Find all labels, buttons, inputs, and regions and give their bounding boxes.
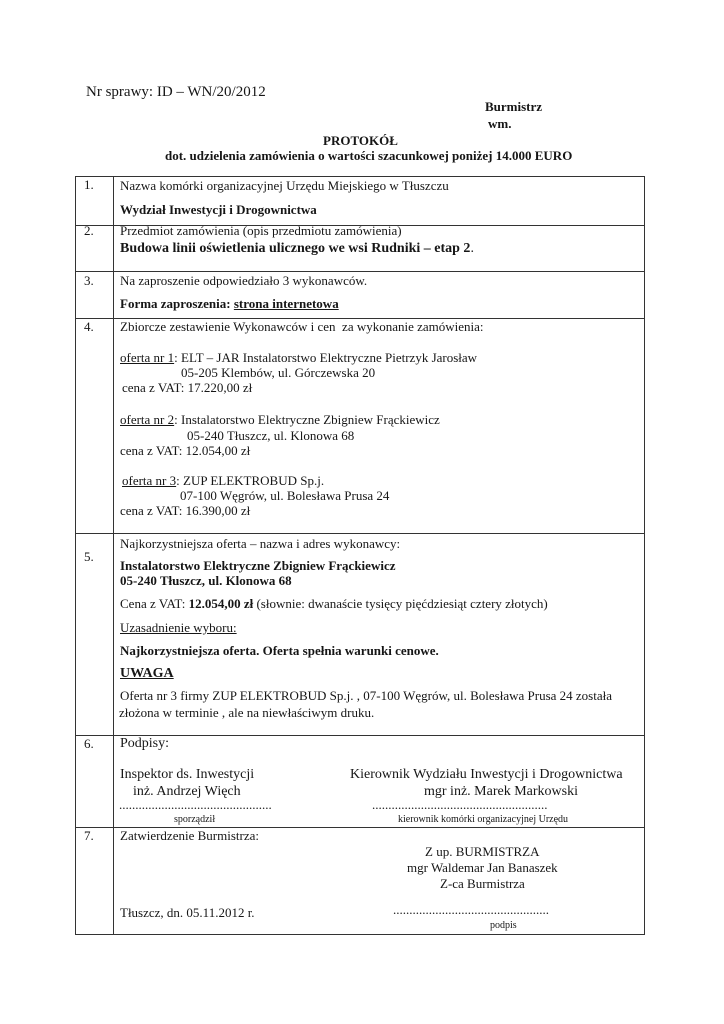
subject-line xyxy=(120,240,474,257)
invitation-form-value: strona internetowa xyxy=(233,296,339,311)
addressee-line-1: Burmistrz xyxy=(485,99,543,114)
offer-3-name: : ZUP ELEKTROBUD Sp.j. xyxy=(176,473,325,488)
column-divider xyxy=(113,176,114,935)
approver-line: Z up. BURMISTRZA xyxy=(425,844,540,859)
approval-signature-line: ................................................ xyxy=(393,902,549,917)
case-number: Nr sprawy: ID – WN/20/2012 xyxy=(86,84,266,100)
unit-label: Nazwa komórki organizacyjnej Urzędu Miejskiego w Tłuszczu xyxy=(120,178,449,193)
approval-label: Zatwierdzenie Burmistrza: xyxy=(120,828,259,843)
subject-value: Budowa linii oświetlenia ulicznego we wsi Rudniki – etap 2 xyxy=(120,241,471,256)
row-number: 2. xyxy=(84,223,94,238)
offer-2-name: : Instalatorstwo Elektryczne Zbigniew Frąckiewicz xyxy=(174,412,440,427)
winner-address: 05-240 Tłuszcz, ul. Klonowa 68 xyxy=(120,573,292,588)
subject-label: Przedmiot zamówienia (opis przedmiotu zamówienia) xyxy=(120,223,402,238)
preparer-signature-line: ............................................... xyxy=(119,797,272,812)
row-number: 6. xyxy=(84,736,94,751)
offers-summary-label: Zbiorcze zestawienie Wykonawców i cen za wykonanie zamówienia: xyxy=(120,319,484,334)
offer-2-address: 05-240 Tłuszcz, ul. Klonowa 68 xyxy=(187,428,355,443)
row-number: 3. xyxy=(84,273,94,288)
offer-2-label: oferta nr 2 xyxy=(120,412,175,427)
unit-value: Wydział Inwestycji i Drogownictwa xyxy=(120,202,317,217)
note-line: Oferta nr 3 firmy ZUP ELEKTROBUD Sp.j. , 07-100 Węgrów, ul. Bolesława Prusa 24 została xyxy=(120,688,612,703)
preparer-caption: sporządził xyxy=(174,814,216,825)
addressee-line-2: wm. xyxy=(488,116,512,131)
invitation-form-line xyxy=(120,296,339,312)
offer-1-label: oferta nr 1 xyxy=(120,350,175,365)
invitation-form-label: Forma zaproszenia: xyxy=(120,296,234,311)
winner-name: Instalatorstwo Elektryczne Zbigniew Frąckiewicz xyxy=(120,558,396,573)
approver-name: mgr Waldemar Jan Banaszek xyxy=(407,860,558,875)
offer-1-name: : ELT – JAR Instalatorstwo Elektryczne Pietrzyk Jarosław xyxy=(174,350,478,365)
row-divider xyxy=(75,271,645,272)
winner-price-line xyxy=(120,596,548,612)
row-number: 4. xyxy=(84,319,94,334)
note-label: UWAGA xyxy=(120,666,174,681)
note-line: złożona w terminie , ale na niewłaściwym druku. xyxy=(119,705,375,720)
row-divider xyxy=(75,533,645,534)
justification-label: Uzasadnienie wyboru: xyxy=(120,620,237,635)
preparer-name: inż. Andrzej Więch xyxy=(133,784,241,799)
head-signature-line: ...................................................... xyxy=(372,797,548,812)
offer-2-line xyxy=(120,412,440,428)
winner-price-label: Cena z VAT: xyxy=(120,596,189,611)
offer-1-line xyxy=(120,350,477,366)
offer-2-price: cena z VAT: 12.054,00 zł xyxy=(120,443,251,458)
row-number: 5. xyxy=(84,549,94,564)
justification-text: Najkorzystniejsza oferta. Oferta spełnia warunki cenowe. xyxy=(120,643,439,658)
winner-price-value: 12.054,00 zł xyxy=(188,596,254,611)
head-caption: kierownik komórki organizacyjnej Urzędu xyxy=(398,814,569,825)
row-number: 7. xyxy=(84,828,94,843)
subject-value-end: . xyxy=(470,241,474,256)
approver-role: Z-ca Burmistrza xyxy=(440,876,525,891)
offer-3-label: oferta nr 3 xyxy=(122,473,177,488)
head-name: mgr inż. Marek Markowski xyxy=(424,784,578,799)
offer-3-address: 07-100 Węgrów, ul. Bolesława Prusa 24 xyxy=(180,488,390,503)
best-offer-label: Najkorzystniejsza oferta – nazwa i adres wykonawcy: xyxy=(120,536,401,551)
approval-caption: podpis xyxy=(490,920,517,931)
offer-1-address: 05-205 Klembów, ul. Górczewska 20 xyxy=(181,365,376,380)
offer-3-line xyxy=(122,473,324,489)
preparer-title: Inspektor ds. Inwestycji xyxy=(120,767,255,782)
offer-1-price: cena z VAT: 17.220,00 zł xyxy=(122,380,253,395)
head-title: Kierownik Wydziału Inwestycji i Drogownictwa xyxy=(350,767,623,782)
offer-3-price: cena z VAT: 16.390,00 zł xyxy=(120,503,251,518)
row-number: 1. xyxy=(84,177,94,192)
signatures-label: Podpisy: xyxy=(120,736,170,751)
document-subtitle: dot. udzielenia zamówienia o wartości szacunkowej poniżej 14.000 EURO xyxy=(165,148,573,163)
place-date: Tłuszcz, dn. 05.11.2012 r. xyxy=(120,905,255,920)
winner-price-words: (słownie: dwanaście tysięcy pięćdziesiąt cztery złotych) xyxy=(253,596,548,611)
document-title: PROTOKÓŁ xyxy=(323,133,398,148)
responses-label: Na zaproszenie odpowiedziało 3 wykonawców. xyxy=(120,273,368,288)
